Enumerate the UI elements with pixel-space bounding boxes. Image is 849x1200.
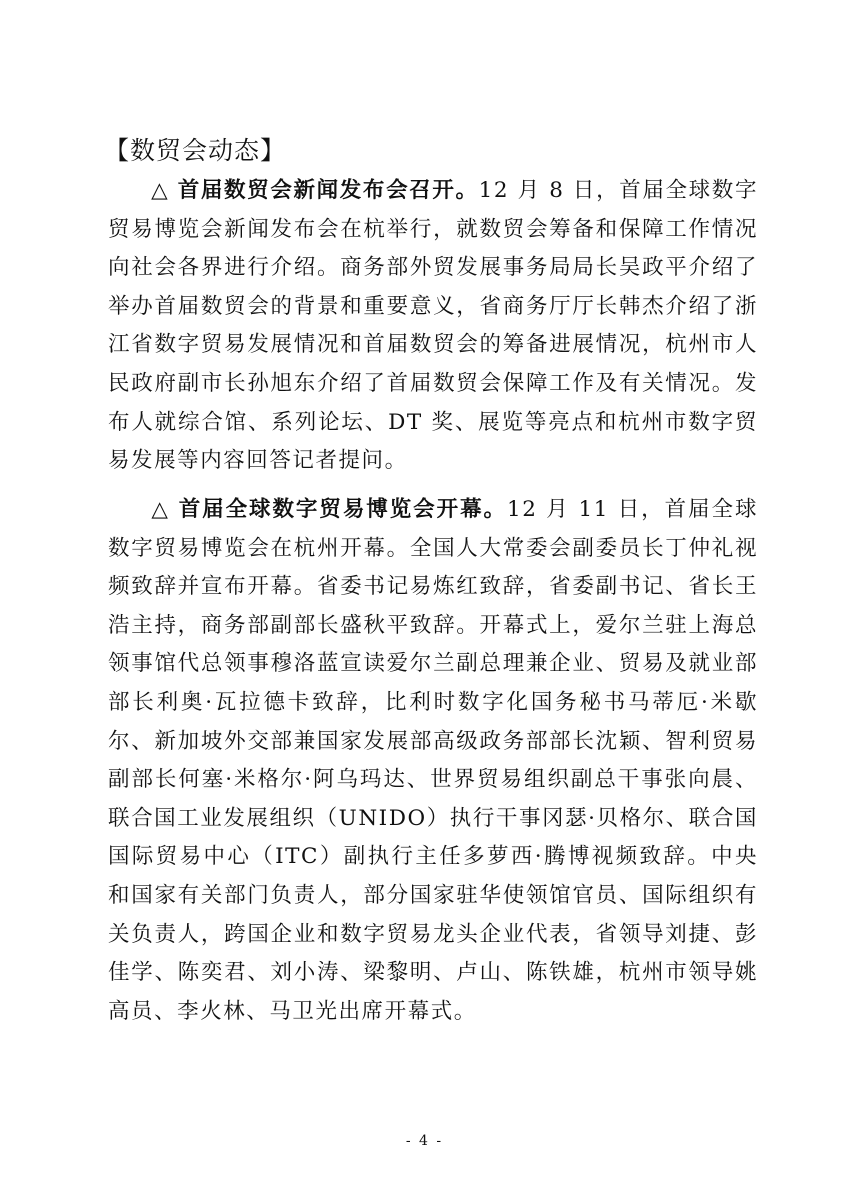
news-paragraph-1 [108,172,758,481]
paragraph-headline: 首届全球数字贸易博览会开幕。 [178,497,507,522]
page-number: - 4 - [405,1133,444,1149]
triangle-bullet-icon: △ [151,497,170,522]
section-title: 【数贸会动态】 [104,136,287,165]
paragraph-body: 12 月 8 日，首届全球数字贸易博览会新闻发布会在杭举行，就数贸会筹备和保障工作情况向社会各界进行介绍。商务部外贸发展事务局局长吴政平介绍了举办首届数贸会的背景和重要意义，省商务厅厅长韩杰介绍了浙江省数字贸易发展情况和首届数贸会的筹备进展情况，杭州市人民政府副市长孙旭东介绍了首届数贸会保障工作及有关情况。发布人就综合馆、系列论坛、DT 奖、展览等亮点和杭州市数字贸易发展等内容回答记者提问。 [108,178,758,474]
paragraph-body: 12 月 11 日，首届全球数字贸易博览会在杭州开幕。全国人大常委会副委员长丁仲礼视频致辞并宣布开幕。省委书记易炼红致辞，省委副书记、省长王浩主持，商务部副部长盛秋平致辞。开幕式上，爱尔兰驻上海总领事馆代总领事穆洛蓝宣读爱尔兰副总理兼企业、贸易及就业部部长利奥·瓦拉德卡致辞，比利时数字化国务秘书马蒂厄·米歇尔、新加坡外交部兼国家发展部高级政务部部长沈颖、智利贸易副部长何塞·米格尔·阿乌玛达、世界贸易组织副总干事张向晨、联合国工业发展组织（UNIDO）执行干事冈瑟·贝格尔、联合国国际贸易中心（ITC）副执行主任多萝西·腾博视频致辞。中央和国家有关部门负责人，部分国家驻华使领馆官员、国际组织有关负责人，跨国企业和数字贸易龙头企业代表，省领导刘捷、彭佳学、陈奕君、刘小涛、梁黎明、卢山、陈铁雄，杭州市领导姚高员、李火林、马卫光出席开幕式。 [108,497,759,1024]
triangle-bullet-icon: △ [151,178,170,203]
news-paragraph-2 [108,491,758,1031]
paragraph-headline: 首届数贸会新闻发布会召开。 [177,178,479,203]
